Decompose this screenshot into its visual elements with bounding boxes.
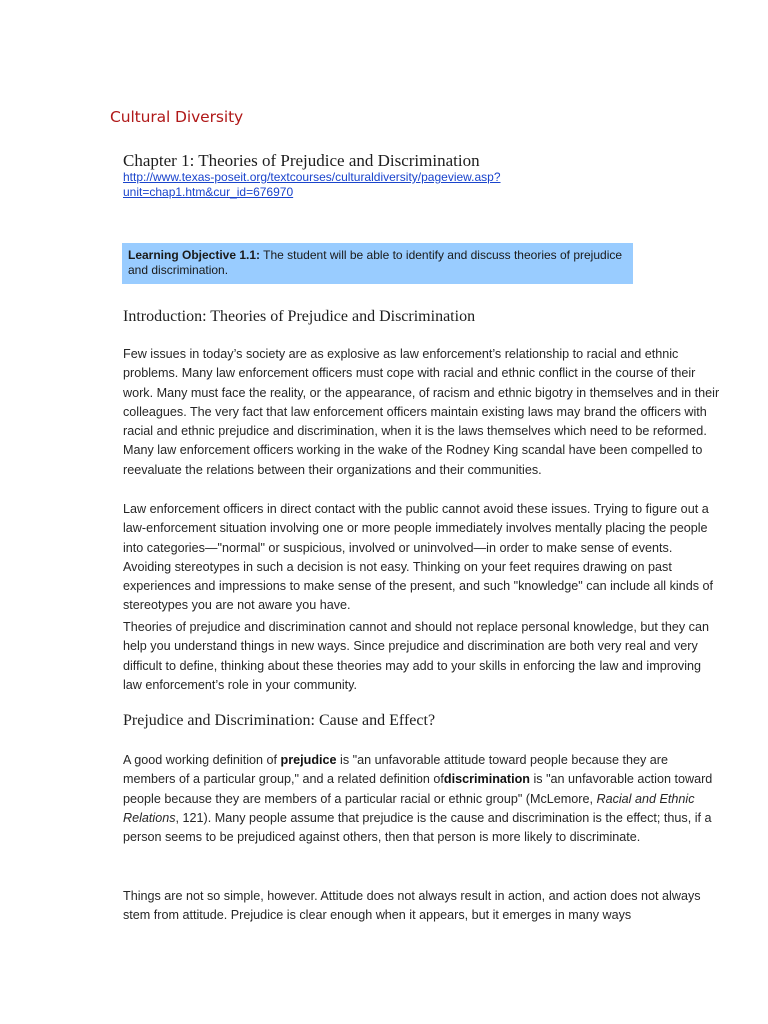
term-prejudice: prejudice	[280, 753, 337, 767]
section-heading-cause-effect: Prejudice and Discrimination: Cause and Effect?	[123, 712, 436, 729]
p1-text-a: A good working definition of	[123, 753, 281, 767]
book-title: Racial and Ethnic Relations	[123, 791, 695, 825]
learning-objective-text: The student will be able to identify and discuss theories of prejudice and discrimination.	[128, 248, 623, 277]
introduction-paragraph-3: Theories of prejudice and discrimination cannot and should not replace personal knowledge, but they can help you understand things in new ways. Since prejudice and discrimination are both very real and very difficult to define, thinking about these theories may add to your skills in enforcing the law and improving law enforcement’s role in your community.	[123, 620, 709, 692]
section-heading-introduction: Introduction: Theories of Prejudice and Discrimination	[123, 308, 476, 325]
cause-effect-paragraph-2: Things are not so simple, however. Attitude does not always result in action, and action does not always stem from attitude. Prejudice is clear enough when it appears, but it emerges in many ways	[123, 889, 701, 923]
cause-effect-paragraph-1	[123, 751, 723, 847]
term-discrimination: discrimination	[443, 772, 530, 787]
p1-text-c: is "an unfavorable action toward people because they are members of a particular racial or ethnic group" (McLemore,	[123, 772, 713, 806]
chapter-link-line1: http://www.texas-poseit.org/textcourses/culturaldiversity/pageview.asp?	[123, 170, 501, 184]
p1-text-b: is "an unfavorable attitude toward people because they are members of a particular group," and a related definition of	[123, 753, 668, 787]
introduction-paragraph-1: Few issues in today’s society are as explosive as law enforcement’s relationship to racial and ethnic problems. Many law enforcement officers must cope with racial and ethnic conflict in the course of their work. Many must face the reality, or the appearance, of racism and ethnic bigotry in themselves and in their colleagues. The very fact that law enforcement officers maintain existing laws may brand the officers with racial and ethnic prejudice and discrimination, when it is the laws themselves which need to be reformed. Many law enforcement officers working in the wake of the Rodney King scandal have been compelled to reevaluate the relations between their organizations and their communities.	[123, 347, 720, 477]
learning-objective-label: Learning Objective 1.1:	[128, 248, 261, 262]
p1-text-d: , 121). Many people assume that prejudice is the cause and discrimination is the effect; thus, if a person seems to be prejudiced against others, then that person is more likely to discriminate.	[123, 810, 712, 845]
chapter-link-line2: unit=chap1.htm&cur_id=676970	[123, 185, 294, 199]
document-title: Cultural Diversity	[110, 108, 244, 126]
learning-objective-box	[122, 243, 633, 284]
chapter-source-link[interactable]	[123, 170, 563, 200]
chapter-title: Chapter 1: Theories of Prejudice and Discrimination	[123, 151, 480, 170]
introduction-paragraph-2: Law enforcement officers in direct contact with the public cannot avoid these issues. Trying to figure out a law-enforcement situation involving one or more people immediately involves mentally placing the people into categories—"normal" or suspicious, involved or uninvolved—in order to make sense of events. Avoiding stereotypes in such a decision is not easy. Thinking on your feet requires drawing on past experiences and impressions to make sense of the present, and such "knowledge" can include all kinds of stereotypes you are not aware you have.	[123, 502, 713, 613]
